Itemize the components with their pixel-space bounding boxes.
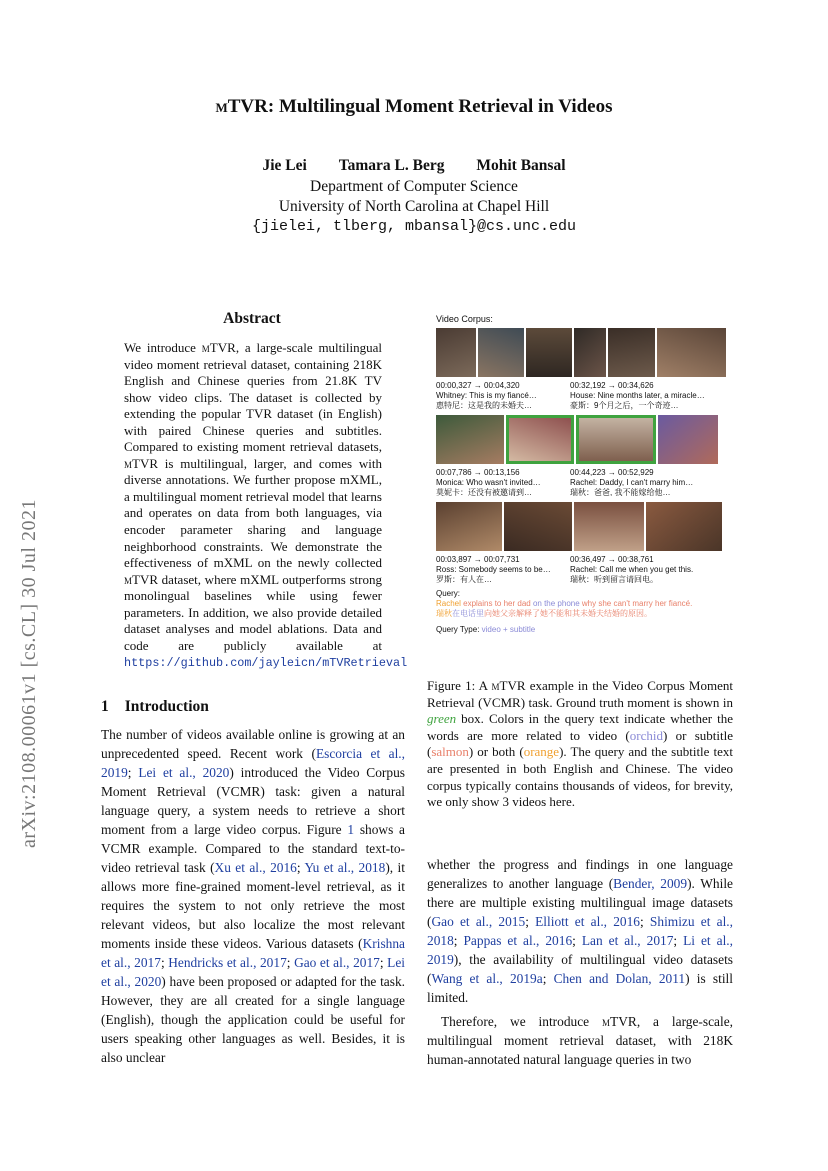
citation-link[interactable]: Yu et al., 2018 — [304, 860, 386, 875]
subtitle-timestamp: 00:00,327 → 00:04,320 — [436, 381, 520, 390]
subtitle-timestamp: 00:44,223 → 00:52,929 — [570, 468, 654, 477]
video-frames-row — [436, 328, 726, 377]
subtitle-row — [436, 555, 726, 585]
subtitle-timestamp: 00:07,786 → 00:13,156 — [436, 468, 520, 477]
citation-link[interactable]: Wang et al., 2019a — [431, 971, 543, 986]
query-english: Rachel explains to her dad on the phone why she can't marry her fiancé. — [436, 599, 693, 608]
subtitle-timestamp: 00:03,897 → 00:07,731 — [436, 555, 520, 564]
video-frame — [504, 502, 572, 551]
affiliation-dept: Department of Computer Science — [310, 178, 518, 195]
citation-link[interactable]: Lei et al., 2020 — [138, 765, 230, 780]
video-frame — [478, 328, 525, 377]
subtitle-chinese: 莫妮卡：还没有被邀请到… — [436, 488, 532, 497]
citation-link[interactable]: Pappas et al., 2016 — [463, 933, 573, 948]
code-url-link[interactable]: https://github.com/jayleicn/mTVRetrieval — [124, 656, 408, 671]
title-text: : Multilingual Moment Retrieval in Videos — [267, 96, 613, 117]
citation-link[interactable]: Xu et al., 2016 — [214, 860, 297, 875]
citation-link[interactable]: Hendricks et al., 2017 — [168, 955, 287, 970]
query-label: Query: — [436, 589, 461, 598]
citation-link[interactable]: Gao et al., 2017 — [294, 955, 380, 970]
abstract-heading: Abstract — [223, 310, 281, 327]
author-list — [0, 157, 828, 175]
subtitle-block — [436, 468, 570, 498]
subtitle-chinese: 惠特尼：这是我的未婚夫… — [436, 401, 532, 410]
video-corpus-label: Video Corpus: — [436, 314, 493, 324]
video-frame — [574, 502, 644, 551]
video-frame — [526, 328, 572, 377]
video-frame — [608, 328, 656, 377]
intro-paragraph: The number of videos available online is growing at an unprecedented speed. Recent work (Escorcia et al., 2019; Lei et al., 2020) introduced the Video Corpus Moment Retrieval (VCMR) task: given a natural language query, a system needs to retrieve a short moment from a large video corpus. Figure 1 shows a VCMR example. Compared to the standard text-to-video retrieval task (Xu et al., 2016; Yu et al., 2018), it allows more fine-grained moment-level retrieval, as it requires the system to not only retrieve the most relevant videos, but also localize the most relevant moments inside these videos. Various datasets (Krishna et al., 2017; Hendricks et al., 2017; Gao et al., 2017; Lei et al., 2020) have been proposed or adapted for the task. However, they are all created for a single language (English), though the application could be useful for users speaking other languages as well. Besides, it is also unclear — [101, 727, 406, 1065]
video-frame — [436, 328, 476, 377]
citation-link[interactable]: Lei et al., 2020 — [101, 955, 406, 989]
subtitle-english: Rachel: Daddy, I can't marry him… — [570, 478, 694, 487]
paper-title — [0, 96, 828, 118]
subtitle-english: Whitney: This is my fiancé… — [436, 391, 537, 400]
subtitle-english: Monica: Who wasn't invited… — [436, 478, 541, 487]
query-type: Query Type: video + subtitle — [436, 625, 536, 634]
subtitle-block — [570, 555, 726, 585]
citation-link[interactable]: Elliott et al., 2016 — [535, 914, 640, 929]
video-frames-row — [436, 415, 726, 464]
citation-link[interactable]: Bender, 2009 — [613, 876, 688, 891]
subtitle-block — [570, 468, 726, 498]
citation-link[interactable]: Gao et al., 2015 — [431, 914, 526, 929]
arxiv-identifier: arXiv:2108.00061v1 [cs.CL] 30 Jul 2021 — [18, 499, 40, 848]
title-dataset-name: mTVR — [215, 96, 268, 117]
subtitle-english: Rachel: Call me when you get this. — [570, 565, 694, 574]
subtitle-block — [436, 555, 570, 585]
subtitle-row — [436, 381, 726, 411]
video-frames-row — [436, 502, 726, 551]
video-frame — [436, 502, 502, 551]
intro-paragraph-col2: whether the progress and findings in one language generalizes to another language (Bender, 2009). While there are multiple existing multilingual image datasets (Gao et al., 2015; Elliott et al., 2016; Shimizu et al., 2018; Pappas et al., 2016; Lan et al., 2017; Li et al., 2019), the availability of multilingual video datasets (Wang et al., 2019a; Chen and Dolan, 2011) is still limited. Therefore, we introduce mTVR, a large-scale, multilingual moment retrieval dataset, with 218K human-annotated natural language queries in two — [427, 857, 733, 1067]
subtitle-english: Ross: Somebody seems to be… — [436, 565, 551, 574]
figure-1 — [436, 314, 726, 635]
citation-link[interactable]: Li et al., 2019 — [427, 933, 733, 967]
citation-link[interactable]: Shimizu et al., 2018 — [427, 914, 733, 948]
video-frame — [657, 328, 726, 377]
subtitle-timestamp: 00:32,192 → 00:34,626 — [570, 381, 654, 390]
video-frame — [658, 415, 718, 464]
subtitle-block — [436, 381, 570, 411]
subtitle-chinese: 瑞秋：爸爸, 我不能嫁给他… — [570, 488, 671, 497]
query-chinese: 瑞秋在电话里向她父亲解释了她不能和其未婚夫结婚的原因。 — [436, 609, 652, 618]
citation-link[interactable]: Escorcia et al., 2019 — [101, 746, 405, 780]
author-name: Tamara L. Berg — [338, 157, 445, 174]
author-email: {jielei, tlberg, mbansal}@cs.unc.edu — [251, 218, 577, 235]
video-frame — [574, 328, 606, 377]
affiliation-univ: University of North Carolina at Chapel Hill — [278, 198, 550, 215]
subtitle-chinese: 罗斯：有人在… — [436, 575, 492, 584]
figure-ref-link[interactable]: 1 — [347, 822, 355, 837]
ground-truth-frame — [506, 415, 574, 464]
subtitle-chinese: 豪斯：9个月之后，一个奇迹… — [570, 401, 679, 410]
section-heading: 1 Introduction — [101, 698, 209, 715]
citation-link[interactable]: Lan et al., 2017 — [581, 933, 674, 948]
subtitle-chinese: 瑞秋：听到留言请回电。 — [570, 575, 658, 584]
subtitle-timestamp: 00:36,497 → 00:38,761 — [570, 555, 654, 564]
subtitle-english: House: Nine months later, a miracle… — [570, 391, 705, 400]
subtitle-block — [570, 381, 726, 411]
citation-link[interactable]: Krishna et al., 2017 — [101, 936, 405, 970]
abstract-body: We introduce mTVR, a large-scale multilingual video moment retrieval dataset, containing 218K English and Chinese queries from 21.8K TV show video clips. The dataset is collected by extending the popular TVR dataset (in English) with paired Chinese queries and subtitles. Compared to existing moment retrieval datasets, mTVR is multilingual, larger, and comes with diverse annotations. We further propose mXML, a multilingual moment retrieval model that learns and operates on data from both languages, via encoder parameter sharing and language neighborhood constraints. We demonstrate the effectiveness of mXML on the newly collected mTVR dataset, where mXML outperforms strong monolingual baselines while using fewer parameters. In addition, we also provide detailed dataset analyses and model ablations. Data and code are publicly available at https://github.com/jayleicn/mTVRetrieval — [124, 340, 408, 671]
ground-truth-frame — [576, 415, 656, 464]
video-frame — [646, 502, 722, 551]
author-name: Jie Lei — [262, 157, 307, 174]
author-name: Mohit Bansal — [476, 157, 566, 174]
video-frame — [436, 415, 504, 464]
citation-link[interactable]: Chen and Dolan, 2011 — [553, 971, 686, 986]
subtitle-row — [436, 468, 726, 498]
figure-caption: Figure 1: A mTVR example in the Video Corpus Moment Retrieval (VCMR) task. Ground truth moment is shown in green box. Colors in the query text indicate whether the words are more related to video (orchid) or subtitle (salmon) or both (orange). The query and the subtitle text are presented in both English and Chinese. The video corpus typically contains thousands of videos, for brevity, we only show 3 videos here. — [427, 678, 733, 810]
